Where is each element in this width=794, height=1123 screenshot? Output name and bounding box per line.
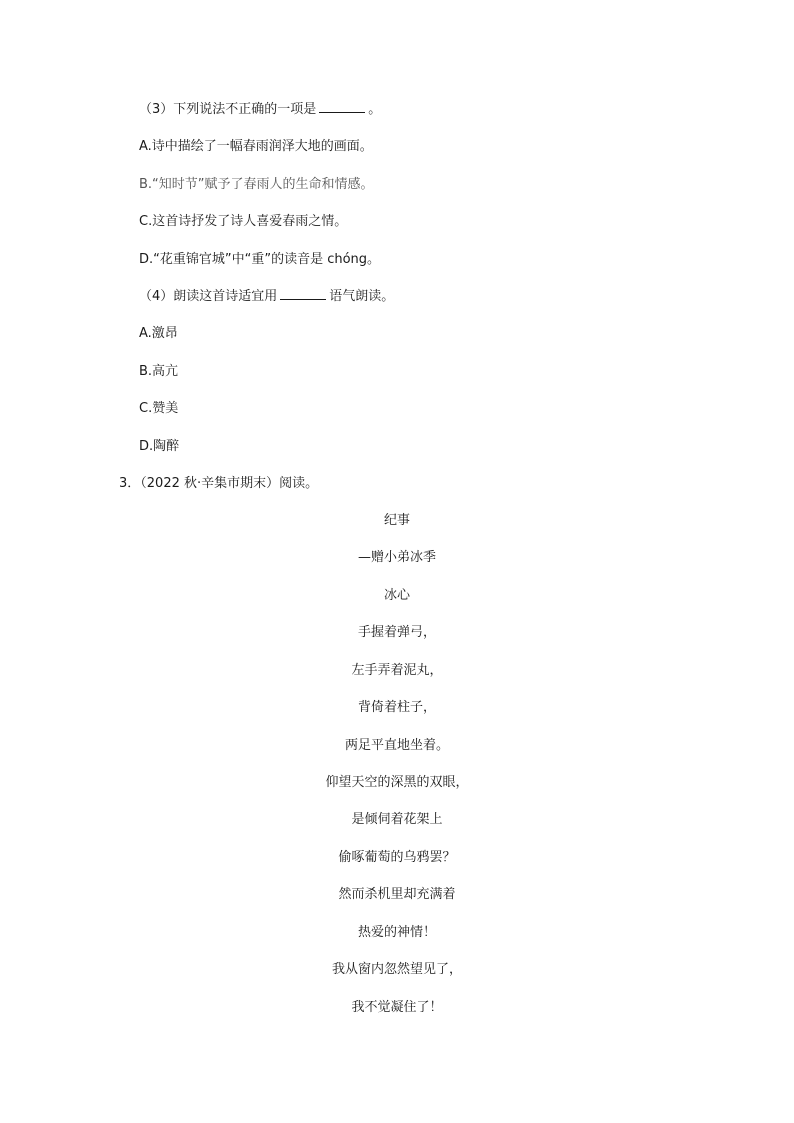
poem-line: 手握着弹弓， [357, 625, 436, 640]
question-3-prefix: （3）下列说法不正确的一项是 [139, 102, 317, 117]
answer-blank[interactable] [280, 289, 326, 300]
poem-line: 我从窗内忽然望见了， [331, 962, 462, 977]
poem-line: 仰望天空的深黑的双眼， [325, 775, 469, 790]
problem-3-heading: 3．（2022 秋·辛集市期末）阅读。 [119, 476, 319, 491]
question-4-option-c: C.赞美 [139, 401, 179, 416]
poem-line: 背倚着柱子， [357, 700, 436, 715]
poem-title: 纪事 [383, 513, 410, 528]
question-3-stem [139, 101, 381, 119]
question-3-suffix: 。 [368, 102, 382, 117]
question-4-option-d: D.陶醉 [139, 439, 180, 454]
poem-line: 两足平直地坐着。 [344, 738, 449, 753]
question-3-option-c: C.这首诗抒发了诗人喜爱春雨之情。 [139, 214, 348, 229]
poem-line: 偷啄葡萄的乌鸦罢？ [338, 850, 456, 865]
question-4-prefix: （4）朗读这首诗适宜用 [139, 289, 278, 304]
question-4-option-b: B.高亢 [139, 364, 179, 379]
poem-subtitle: —赠小弟冰季 [357, 550, 436, 565]
question-4-stem [139, 288, 394, 306]
poem-line: 是倾伺着花架上 [351, 812, 443, 827]
poem-line: 然而杀机里却充满着 [338, 887, 456, 902]
question-4-suffix: 语气朗读。 [329, 289, 395, 304]
question-3-option-d: D.“花重锦官城”中“重”的读音是 chóng。 [139, 252, 381, 267]
question-3-option-b: B.“知时节”赋予了春雨人的生命和情感。 [139, 177, 374, 192]
answer-blank[interactable] [319, 102, 365, 113]
question-4-option-a: A.激昂 [139, 326, 178, 341]
poem-author: 冰心 [383, 588, 410, 603]
poem-line: 我不觉凝住了！ [351, 1000, 443, 1015]
poem-line: 热爱的神情！ [357, 925, 436, 940]
poem-line: 左手弄着泥丸， [351, 663, 443, 678]
question-3-option-a: A.诗中描绘了一幅春雨润泽大地的画面。 [139, 139, 373, 154]
